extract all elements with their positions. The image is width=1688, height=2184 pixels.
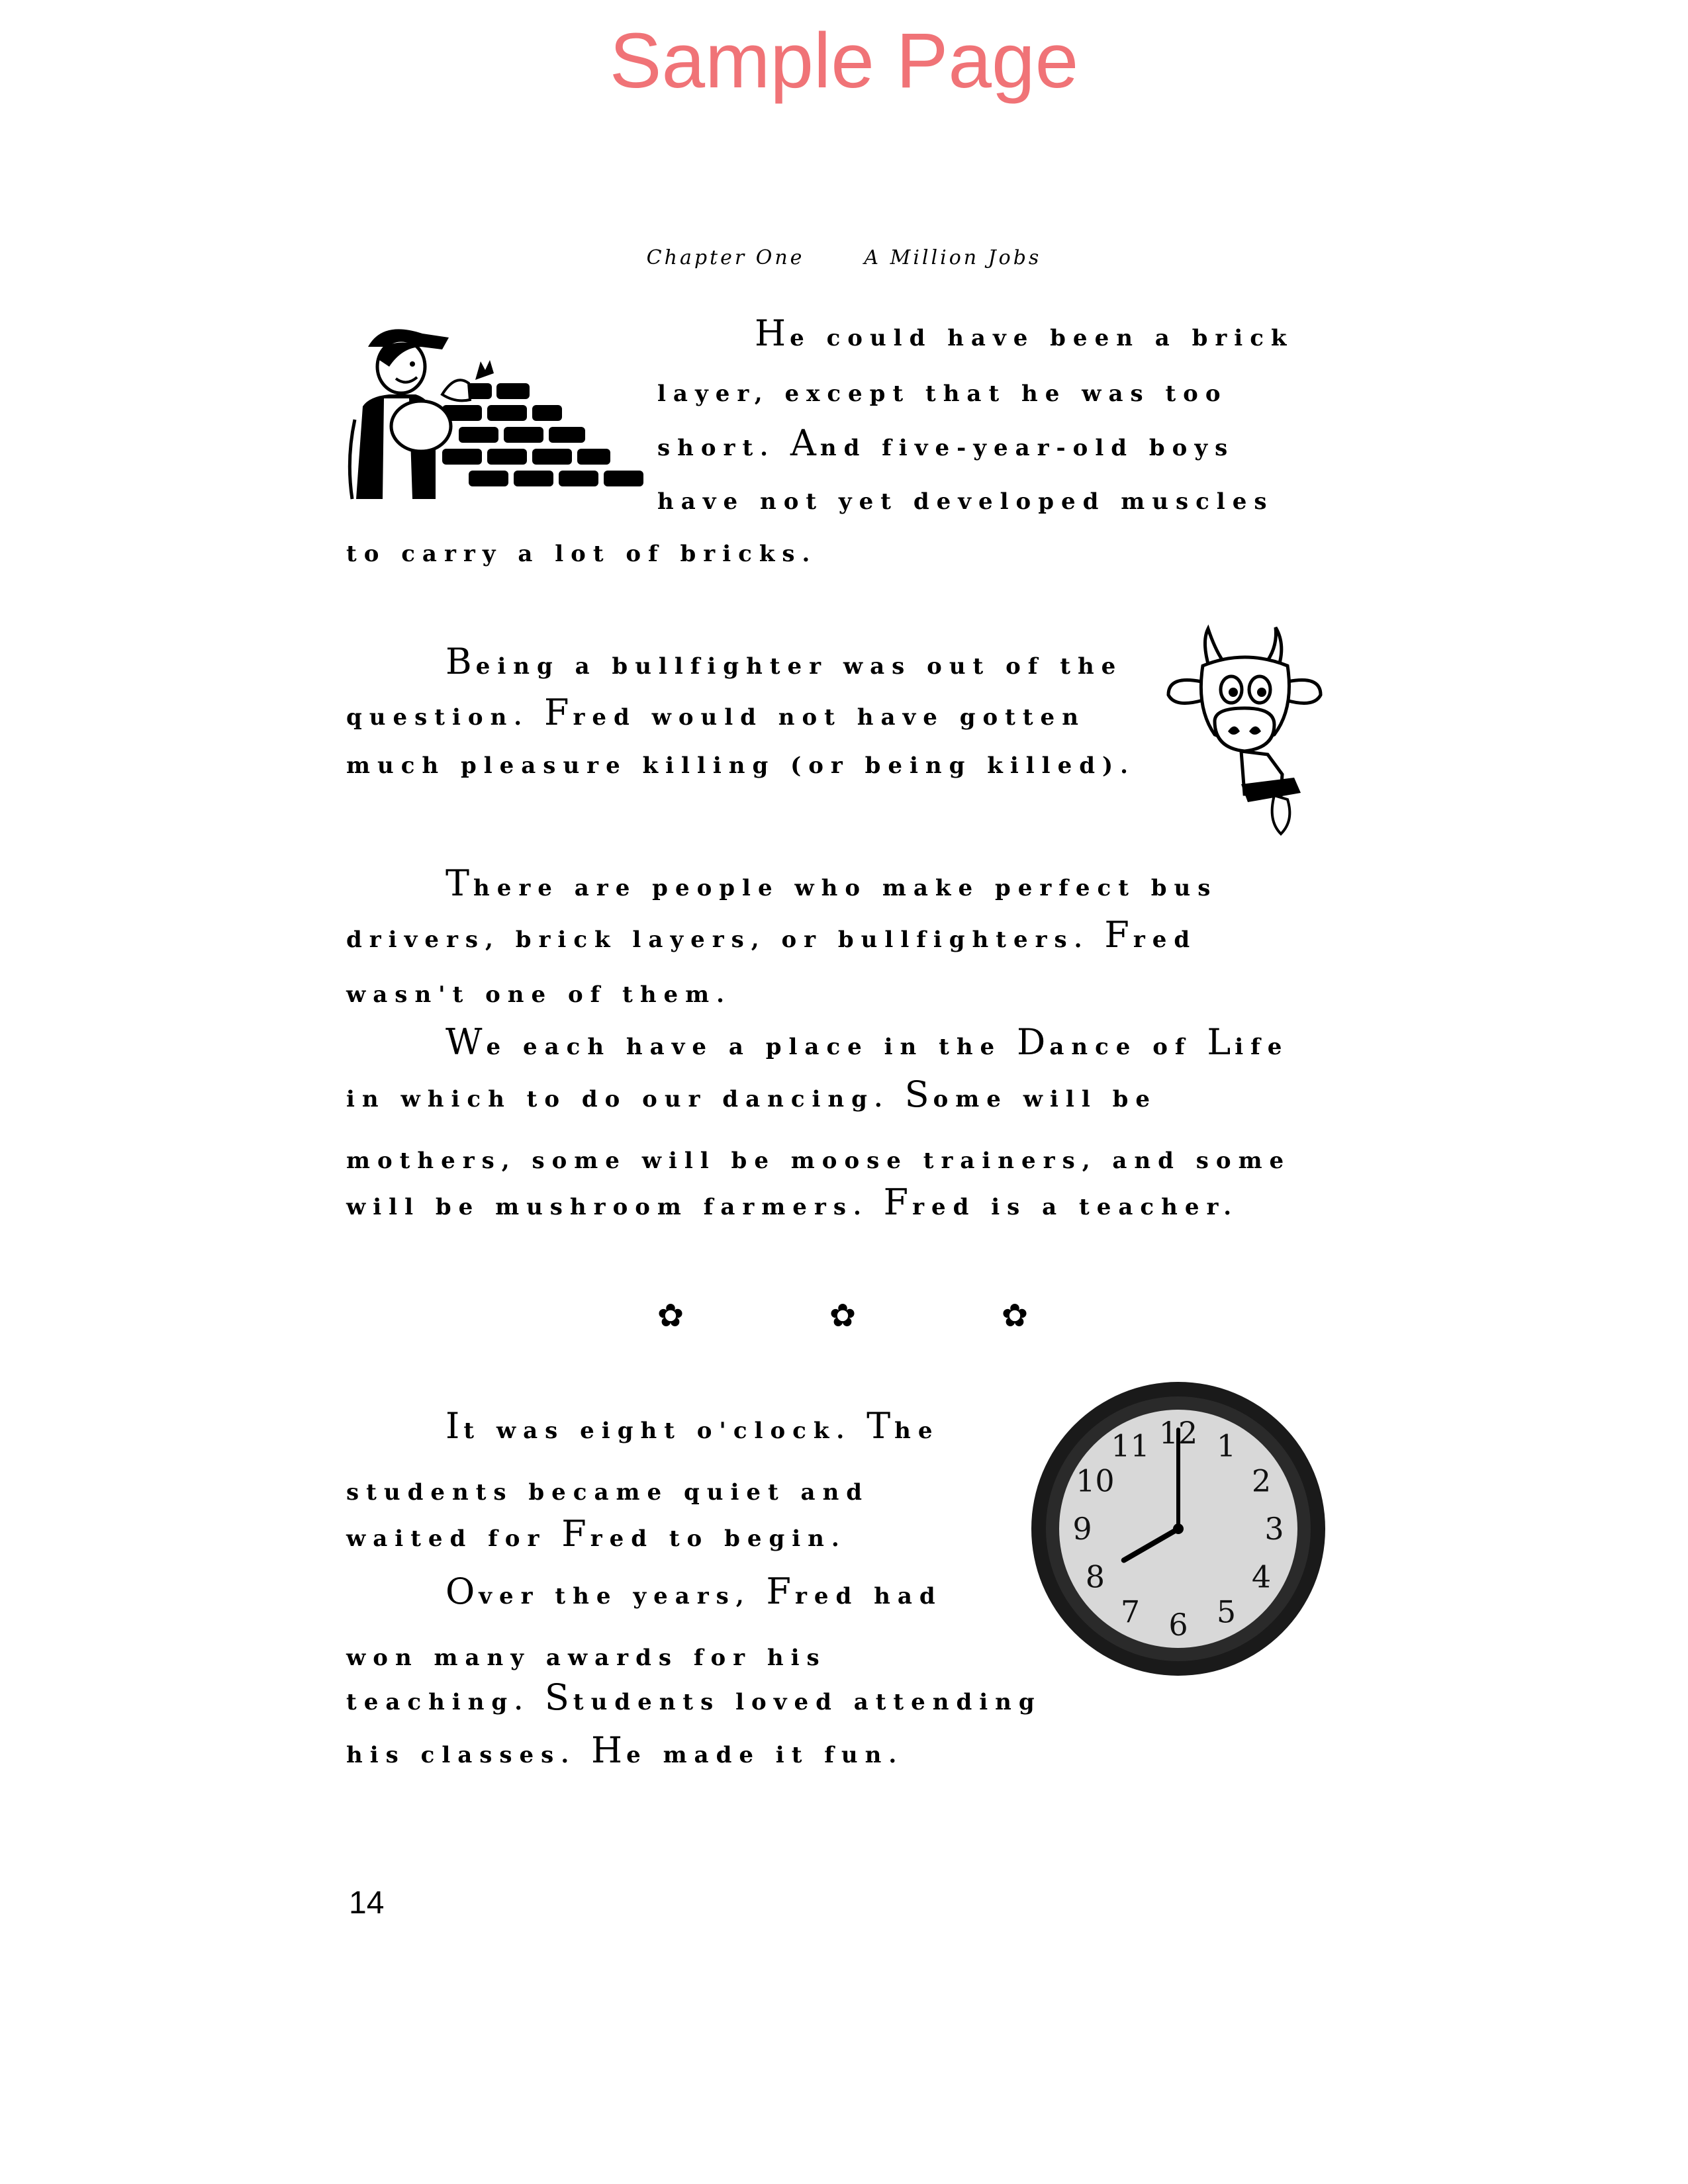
text-line: have not yet developed muscles: [657, 488, 1274, 515]
clock-number: 7: [1120, 1594, 1141, 1630]
text-line: will be mushroom farmers. Fred is a teacher.: [346, 1181, 1239, 1223]
text-line: much pleasure killing (or being killed).: [346, 752, 1135, 779]
flower-ornament-icon: ✿: [829, 1297, 857, 1334]
text-line: Over the years, Fred had: [445, 1570, 943, 1612]
cow-illustration: [1162, 622, 1327, 841]
text-line: We each have a place in the Dance of Life: [445, 1021, 1289, 1063]
text-line: waited for Fred to begin.: [346, 1513, 847, 1555]
text-line: his classes. He made it fun.: [346, 1729, 904, 1771]
text-line: He could have been a brick: [755, 312, 1294, 354]
clock-number: 4: [1251, 1559, 1272, 1595]
text-line: There are people who make perfect bus: [445, 862, 1218, 904]
page-number: 14: [349, 1886, 385, 1921]
clock-number: 6: [1168, 1607, 1188, 1643]
clock-number: 2: [1251, 1463, 1272, 1499]
text-line: drivers, brick layers, or bullfighters. Fred: [346, 914, 1197, 956]
clock-number: 12: [1158, 1415, 1198, 1451]
running-header: [0, 246, 1688, 269]
text-line: students became quiet and: [346, 1479, 870, 1506]
text-line: in which to do our dancing. Some will be: [346, 1073, 1157, 1115]
chapter-label: Chapter One: [646, 246, 805, 269]
chapter-title: A Million Jobs: [864, 246, 1042, 269]
flower-ornament-icon: ✿: [657, 1297, 684, 1334]
text-line: short. And five-year-old boys: [657, 422, 1235, 464]
section-divider: [0, 1296, 1688, 1336]
clock-number: 3: [1264, 1511, 1284, 1547]
flower-ornament-icon: ✿: [1001, 1297, 1029, 1334]
clock-number: 9: [1072, 1511, 1092, 1547]
text-line: It was eight o'clock. The: [445, 1405, 940, 1447]
text-line: Being a bullfighter was out of the: [445, 641, 1123, 682]
clock-illustration: [1029, 1380, 1327, 1678]
text-line: teaching. Students loved attending: [346, 1676, 1042, 1718]
clock-number: 8: [1085, 1559, 1105, 1595]
text-line: layer, except that he was too: [657, 381, 1228, 407]
text-line: won many awards for his: [346, 1645, 827, 1671]
clock-number: 1: [1216, 1428, 1237, 1464]
clock-number: 11: [1111, 1428, 1150, 1464]
text-line: question. Fred would not have gotten: [346, 692, 1086, 733]
text-line: wasn't one of them.: [346, 981, 731, 1008]
brick-layer-illustration: [343, 320, 654, 506]
sample-page-watermark: Sample Page: [609, 17, 1079, 105]
text-line: to carry a lot of bricks.: [346, 541, 818, 567]
clock-number: 10: [1076, 1463, 1115, 1499]
text-line: mothers, some will be moose trainers, and some: [346, 1148, 1291, 1174]
clock-number: 5: [1216, 1594, 1237, 1630]
